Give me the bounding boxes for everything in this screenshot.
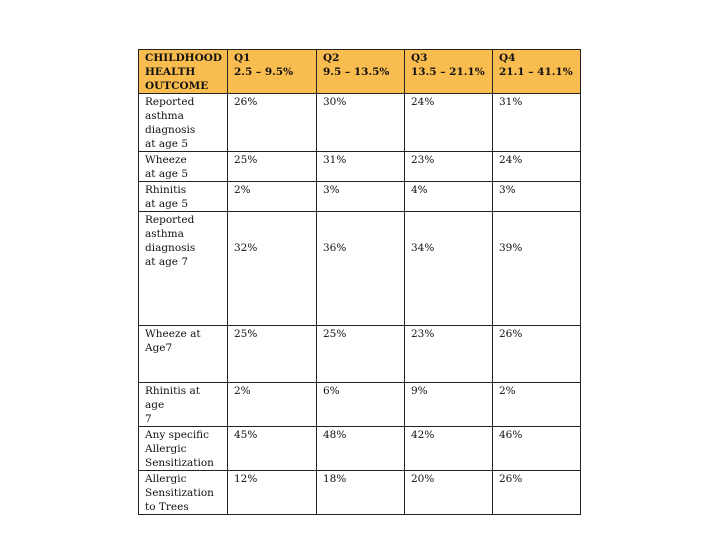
value-cell: 9% [405,383,493,427]
outcome-cell: Reported asthma diagnosis at age 5 [139,94,228,152]
value-cell: 34% [405,212,493,326]
outcome-cell: Any specific Allergic Sensitization [139,427,228,471]
outcome-cell: Rhinitis at age 7 [139,383,228,427]
value-cell: 18% [317,471,405,515]
value-cell: 31% [493,94,581,152]
value-cell: 20% [405,471,493,515]
value-cell: 26% [228,94,317,152]
value-cell: 2% [493,383,581,427]
value-cell: 26% [493,471,581,515]
table-header-row [139,50,581,94]
value-cell: 39% [493,212,581,326]
header-q2: Q2 9.5 – 13.5% [317,50,405,94]
table-row [139,471,581,515]
value-cell: 23% [405,326,493,383]
header-q4: Q4 21.1 – 41.1% [493,50,581,94]
value-cell: 2% [228,182,317,212]
value-cell: 42% [405,427,493,471]
header-q3: Q3 13.5 – 21.1% [405,50,493,94]
value-cell: 4% [405,182,493,212]
outcome-cell: Rhinitis at age 5 [139,182,228,212]
value-cell: 48% [317,427,405,471]
value-cell: 45% [228,427,317,471]
value-cell: 23% [405,152,493,182]
table-row [139,94,581,152]
value-cell: 25% [317,326,405,383]
table-row [139,383,581,427]
value-cell: 3% [493,182,581,212]
header-outcome: CHILDHOOD HEALTH OUTCOME [139,50,228,94]
outcome-cell: Allergic Sensitization to Trees [139,471,228,515]
value-cell: 36% [317,212,405,326]
value-cell: 12% [228,471,317,515]
value-cell: 6% [317,383,405,427]
value-cell: 30% [317,94,405,152]
health-outcomes-table [138,49,581,515]
header-q1: Q1 2.5 – 9.5% [228,50,317,94]
value-cell: 24% [493,152,581,182]
table-row [139,326,581,383]
outcome-cell: Wheeze at age 5 [139,152,228,182]
outcome-cell: Reported asthma diagnosis at age 7 [139,212,228,326]
value-cell: 26% [493,326,581,383]
table-row [139,212,581,326]
value-cell: 2% [228,383,317,427]
value-cell: 32% [228,212,317,326]
value-cell: 24% [405,94,493,152]
value-cell: 31% [317,152,405,182]
table-row [139,152,581,182]
table-row [139,427,581,471]
value-cell: 25% [228,326,317,383]
table-row [139,182,581,212]
outcome-cell: Wheeze at Age7 [139,326,228,383]
value-cell: 3% [317,182,405,212]
value-cell: 25% [228,152,317,182]
value-cell: 46% [493,427,581,471]
